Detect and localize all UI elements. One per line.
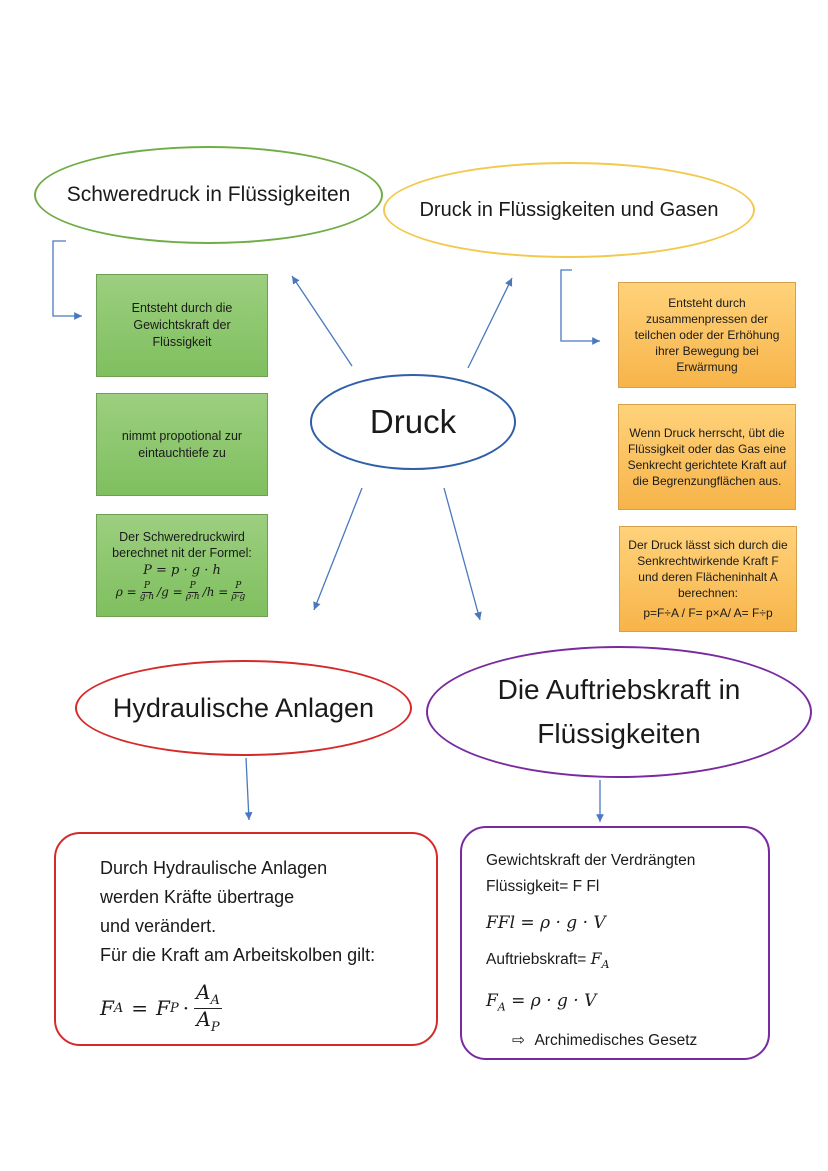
formula-schweredruck: P = p · g · h [143, 563, 221, 579]
orange-box-2-text: Wenn Druck herrscht, übt die Flüssigkeit oder das Gas eine Senkrecht gerichtete Kraft auf die Begrenzungflächen aus. [627, 426, 787, 488]
arrow-hydraulik-down [246, 758, 249, 820]
topic-schweredruck: Schweredruck in Flüssigkeiten [66, 183, 351, 206]
arrow-to-hydraulik [314, 488, 362, 610]
hyd-dot: · [182, 995, 190, 1020]
fa2-rest: = ρ · g · V [505, 991, 597, 1012]
green-box-2-text: nimmt propotional zur eintauchtiefe zu [121, 428, 243, 460]
oval-druck-center [310, 374, 516, 470]
formula-ffl: FFl = ρ · g · V [486, 913, 606, 933]
topic-hydraulik: Hydraulische Anlagen [112, 692, 375, 723]
frac1-num: P [143, 581, 150, 592]
formula-hydraulik [100, 982, 436, 1034]
center-label: Druck [369, 403, 457, 440]
frac2-num: P [189, 581, 196, 592]
hyd-fp-sub: P [169, 1000, 179, 1016]
fa2-f: F [486, 991, 498, 1012]
hyd-fa: F [100, 995, 114, 1020]
green-box-entstehung [96, 274, 268, 377]
auftrieb-line3 [486, 946, 768, 978]
hyd-fa-sub: A [113, 1000, 124, 1016]
elbow-druck-fg [561, 270, 600, 341]
auftrieb-conclusion: Archimedisches Gesetz [534, 1032, 698, 1050]
orange-box-formel [619, 526, 797, 632]
hydraulik-line4: Für die Kraft am Arbeitskolben gilt: [100, 945, 376, 965]
auftrieb-conclusion-row [512, 1028, 768, 1054]
auftrieb-line3-text: Auftriebskraft= [486, 951, 587, 968]
orange-box-kraft [618, 404, 796, 510]
green-box-proportional [96, 393, 268, 496]
frac1-den: g·h [139, 591, 155, 602]
hyd-den: A [196, 1006, 211, 1031]
formula-umstellung [116, 582, 248, 602]
formula-mid2: /h = [202, 584, 229, 599]
frac3-den: ρ·g [231, 591, 246, 602]
frac2-den: ρ·h [185, 591, 200, 602]
elbow-schweredruck [53, 241, 82, 316]
hyd-fp: F [156, 995, 170, 1020]
green-box-3-text: Der Schweredruckwird berechnet nit der Formel: [112, 530, 252, 561]
orange-box-3-formula: p=F÷A / F= p×A/ A= F÷p [643, 606, 773, 620]
formula-fa [486, 988, 768, 1020]
oval-auftrieb [426, 646, 812, 778]
fa2-sub: A [497, 1000, 506, 1014]
formula-rho: ρ = [115, 584, 137, 599]
orange-box-entstehung [618, 282, 796, 388]
hydraulik-line2: werden Kräfte übertrage [100, 887, 295, 907]
formula-mid1: /g = [157, 584, 183, 599]
hydraulik-box [54, 832, 438, 1046]
arrow-right-icon: ⇨ [512, 1032, 525, 1050]
auftrieb-fa: F [590, 950, 602, 968]
arrow-to-auftrieb [444, 488, 480, 620]
orange-box-3-text: Der Druck lässt sich durch die Senkrechtwirkende Kraft F und deren Flächeninhalt A berechnen: [628, 538, 788, 600]
auftrieb-line1: Gewichtskraft der Verdrängten [486, 852, 696, 869]
green-box-1-text: Entsteht durch die Gewichtskraft der Flüssigkeit [131, 301, 233, 349]
oval-druck-fluessigkeiten-gasen [383, 162, 755, 258]
hyd-num: A [196, 980, 211, 1004]
auftrieb-line2: Flüssigkeit= F Fl [486, 878, 600, 895]
hyd-eq: = [131, 995, 149, 1020]
oval-hydraulik [75, 660, 412, 756]
hyd-num-sub: A [210, 993, 220, 1008]
hydraulik-line1: Durch Hydraulische Anlagen [100, 858, 328, 878]
auftrieb-fa-sub: A [601, 958, 610, 972]
hyd-den-sub: P [210, 1019, 220, 1035]
hydraulik-line3: und verändert. [100, 916, 217, 936]
topic-auftrieb-line1: Die Auftriebskraft in [497, 674, 741, 705]
green-box-formel [96, 514, 268, 617]
orange-box-1-text: Entsteht durch zusammenpressen der teilchen oder der Erhöhung ihrer Bewegung bei Erwärmung [634, 296, 780, 374]
auftrieb-box [460, 826, 770, 1060]
arrow-to-druck-fg [468, 278, 512, 368]
topic-druck-fg: Druck in Flüssigkeiten und Gasen [419, 198, 719, 221]
frac3-num: P [235, 581, 242, 592]
arrow-to-schweredruck [292, 276, 352, 366]
oval-schweredruck [34, 146, 383, 244]
topic-auftrieb-line2: Flüssigkeiten [537, 718, 701, 749]
